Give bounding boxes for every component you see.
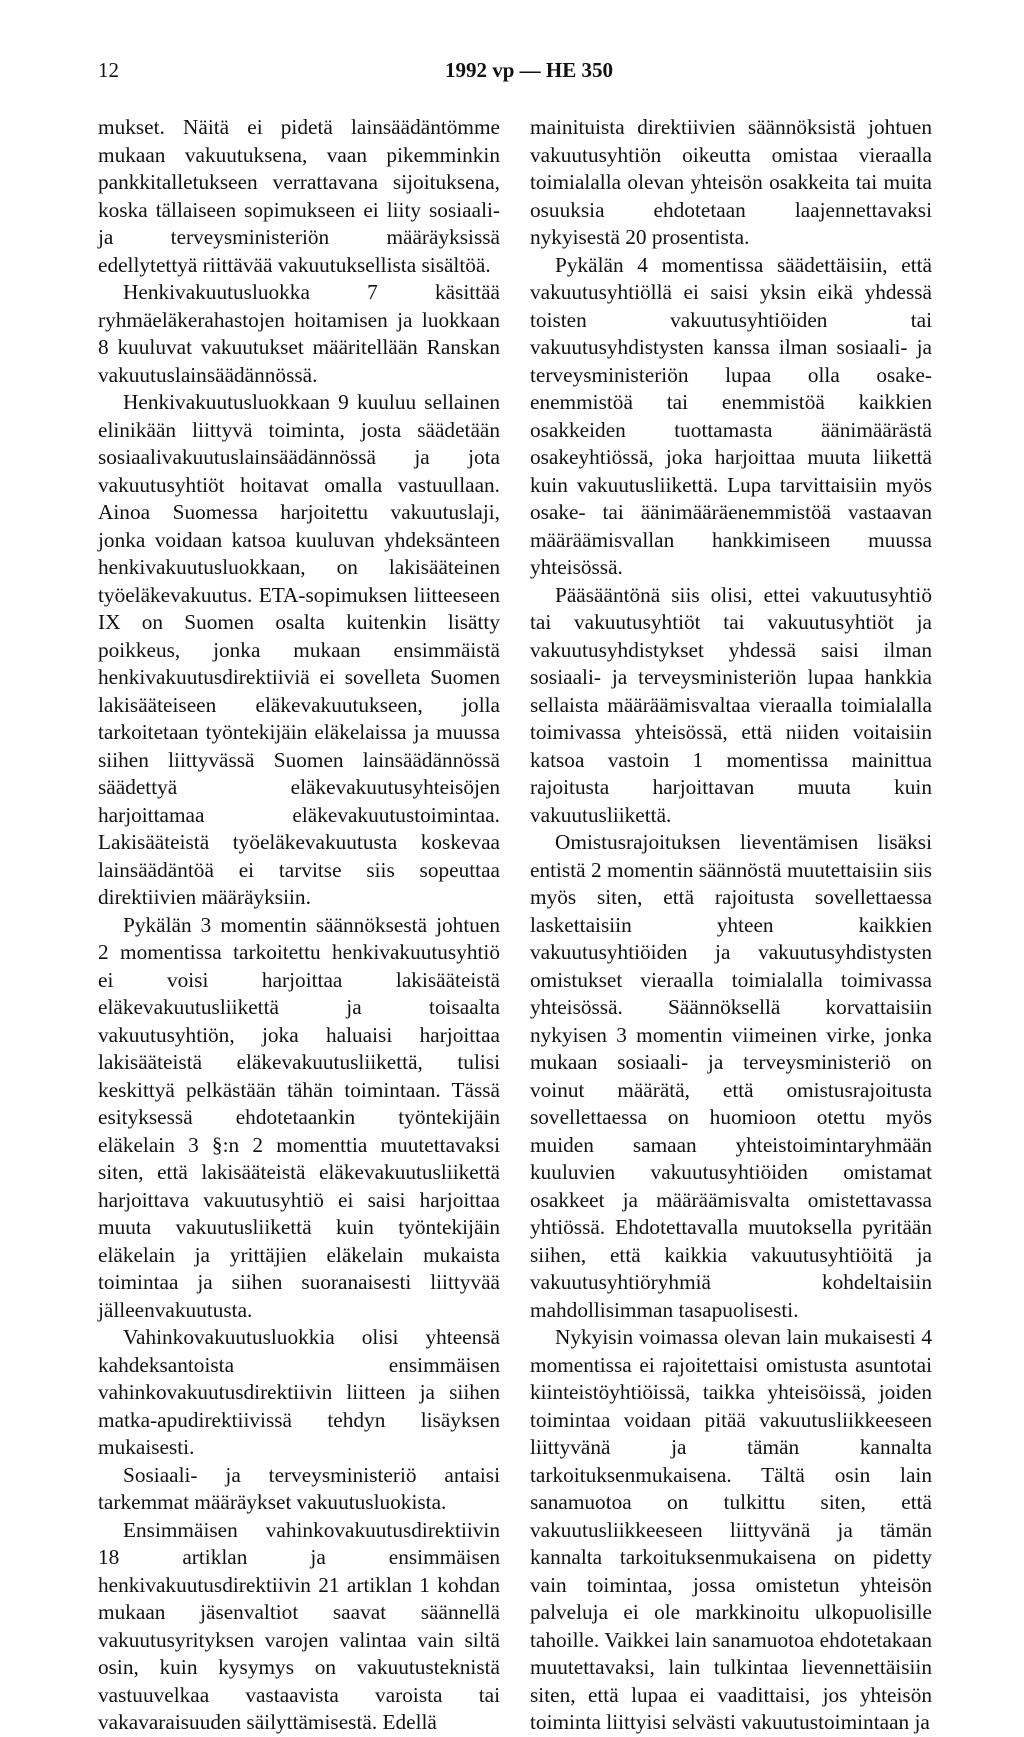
paragraph: Henkivakuutusluokka 7 käsittää ryhmäeläkerahastojen hoitamisen ja luokkaan 8 kuuluvat vakuutukset määritellään Ranskan vakuutuslainsäädännössä. (98, 280, 500, 387)
paragraph: Vahinkovakuutusluokkia olisi yhteensä kahdeksantoista ensimmäisen vahinkovakuutusdirektiivin liitteen ja siihen matka-apudirektiivissä tehdyn lisäyksen mukaisesti. (98, 1325, 500, 1459)
paragraph: Henkivakuutusluokkaan 9 kuuluu sellainen elinikään liittyvä toiminta, josta säädetään sosiaalivakuutuslainsäädännössä ja jota vakuutusyhtiöt hoitavat omalla vastuullaan. Ainoa Suomessa harjoitettu vakuutuslaji, jonka voidaan katsoa kuuluvan yhdeksänteen henkivakuutusluokkaan, on lakisääteinen työeläkevakuutus. ETA-sopimuksen liitteeseen IX on Suomen osalta kuitenkin lisätty poikkeus, jonka mukaan ensimmäistä henkivakuutusdirektiiviä ei sovelleta Suomen lakisääteiseen eläkevakuutukseen, jolla tarkoitetaan työntekijäin eläkelaissa ja muussa siihen liittyvässä Suomen lainsäädännössä säädettyä eläkevakuutusyhteisöjen harjoittamaa eläkevakuutustoimintaa. Lakisääteistä työeläkevakuutusta koskevaa lainsäädäntöä ei tarvitse siis sopeuttaa direktiivien määräyksiin. (98, 390, 500, 909)
page-header (98, 58, 960, 88)
right-column (530, 114, 932, 1737)
left-column (98, 114, 500, 1737)
paragraph: Nykyisin voimassa olevan lain mukaisesti 4 momentissa ei rajoitettaisi omistusta asuntotai kiinteistöyhtiöissä, taikka yhteisöissä, joiden toimintaa voidaan pitää vakuutusliikkeeseen liittyvänä ja tämän kannalta tarkoituksenmukaisena. Tältä osin lain sanamuotoa on tulkittu siten, että vakuutusliikkeeseen liittyvänä ja tämän kannalta tarkoituksenmukaisena on pidetty vain toimintaa, jossa omistetun yhteisön palveluja ei ole markkinoitu ulkopuolisille tahoille. Vaikkei lain sanamuotoa ehdotetakaan muutettavaksi, lain tulkintaa lievennettäisiin siten, että lupaa ei vaadittaisi, jos yhteisön toiminta liittyisi selvästi vakuutustoimintaan ja (530, 1325, 932, 1734)
paragraph: Pääsääntönä siis olisi, ettei vakuutusyhtiö tai vakuutusyhtiöt tai vakuutusyhtiöt ja vakuutusyhdistykset yhdessä saisi ilman sosiaali- ja terveysministeriön lupaa hankkia sellaista määräämisvaltaa vieraalla toimialalla toimivassa yhteisössä, että niiden voitaisiin katsoa vastoin 1 momentissa mainittua rajoitusta harjoittavan muuta kuin vakuutusliikettä. (530, 582, 932, 827)
paragraph: Sosiaali- ja terveysministeriö antaisi tarkemmat määräykset vakuutusluokista. (98, 1462, 500, 1514)
running-head: 1992 vp — HE 350 (444, 58, 614, 82)
page-number: 12 (98, 58, 119, 82)
paragraph: Ensimmäisen vahinkovakuutusdirektiivin 18 artiklan ja ensimmäisen henkivakuutusdirektiivin 21 artiklan 1 kohdan mukaan jäsenvaltiot saavat säännellä vakuutusyrityksen varojen valintaa vain siltä osin, kuin kysymys on vakuutusteknistä vastuuvelkaa vastaavista varoista tai vakavaraisuuden säilyttämisestä. Edellä (98, 1517, 500, 1734)
paragraph: mukset. Näitä ei pidetä lainsäädäntömme mukaan vakuutuksena, vaan pikemminkin pankkitalletukseen verrattavana sijoituksena, koska tällaiseen sopimukseen ei liity sosiaali- ja terveysministeriön määräyksissä edellytettyä riittävää vakuutuksellista sisältöä. (98, 115, 500, 277)
paragraph: Pykälän 3 momentin säännöksestä johtuen 2 momentissa tarkoitettu henkivakuutusyhtiö ei voisi harjoittaa lakisääteistä eläkevakuutusliikettä ja toisaalta vakuutusyhtiön, joka haluaisi harjoittaa lakisääteistä eläkevakuutusliikettä, tulisi keskittyä pelkästään tähän toimintaan. Tässä esityksessä ehdotetaankin työntekijäin eläkelain 3 §:n 2 momenttia muutettavaksi siten, että lakisääteistä eläkevakuutusliikettä harjoittava vakuutusyhtiö ei saisi harjoittaa muuta vakuutusliikettä kuin työntekijäin eläkelain ja yrittäjien eläkelain mukaista toimintaa ja siihen suoranaisesti liittyvää jälleenvakuutusta. (98, 912, 500, 1322)
paragraph: mainituista direktiivien säännöksistä johtuen vakuutusyhtiön oikeutta omistaa vieraalla toimialalla olevan yhteisön osakkeita tai muita osuuksia ehdotetaan laajennettavaksi nykyisestä 20 prosentista. (530, 115, 932, 249)
paragraph: Omistusrajoituksen lieventämisen lisäksi entistä 2 momentin säännöstä muutettaisiin siis myös siten, että rajoitusta sovellettaessa laskettaisiin yhteen kaikkien vakuutusyhtiöiden ja vakuutusyhdistysten omistukset vieraalla toimialalla toimivassa yhteisössä. Säännöksellä korvattaisiin nykyisen 3 momentin viimeinen virke, jonka mukaan sosiaali- ja terveysministeriö on voinut määrätä, että omistusrajoitusta sovellettaessa on huomioon otettu myös muiden samaan yhteistoimintaryhmään kuuluvien vakuutusyhtiöiden omistamat osakkeet ja määräämisvalta omistettavassa yhtiössä. Ehdotettavalla muutoksella pyritään siihen, että kaikkia vakuutusyhtiöitä ja vakuutusyhtiöryhmiä kohdeltaisiin mahdollisimman tasapuolisesti. (530, 830, 932, 1322)
paragraph: Pykälän 4 momentissa säädettäisiin, että vakuutusyhtiöllä ei saisi yksin eikä yhdessä toisten vakuutusyhtiöiden tai vakuutusyhdistysten kanssa ilman sosiaali- ja terveysministeriön lupaa olla osake-enemmistöä tai enemmistöä kaikkien osakkeiden tuottamasta äänimäärästä osakeyhtiössä, joka harjoittaa muuta liikettä kuin vakuutusliikettä. Lupa tarvittaisiin myös osake- tai äänimääräenemmistöä vastaavan määräämisvallan hankkimiseen muussa yhteisössä. (530, 252, 932, 579)
